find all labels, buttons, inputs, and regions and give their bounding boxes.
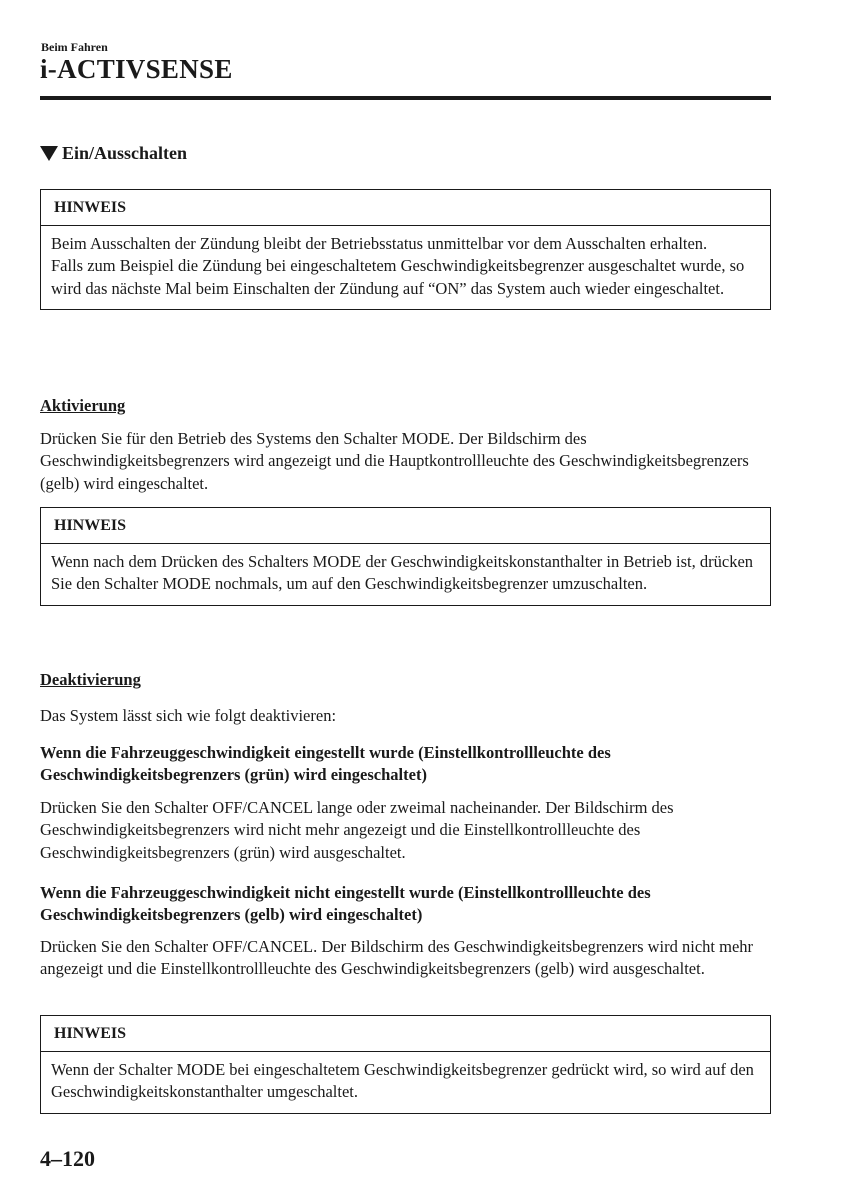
case2-text: Drücken Sie den Schalter OFF/CANCEL. Der Bildschirm des Geschwindigkeitsbegrenzers wird nicht mehr angezeigt und die Einstellkontrollleuchte des Geschwindigkeitsbegrenzers (gelb) wird ausgeschaltet. bbox=[40, 937, 754, 979]
section-label: Beim Fahren bbox=[41, 40, 108, 54]
deactivation-heading: Deaktivierung bbox=[40, 670, 141, 689]
note-label: HINWEIS bbox=[41, 1016, 770, 1052]
activation-heading: Aktivierung bbox=[40, 396, 126, 415]
subheading bbox=[40, 143, 187, 164]
note-text: Beim Ausschalten der Zündung bleibt der Betriebsstatus unmittelbar vor dem Ausschalten erhalten. bbox=[51, 234, 708, 253]
note-box-3 bbox=[40, 1015, 771, 1114]
activation-text: Drücken Sie für den Betrieb des Systems den Schalter MODE. Der Bildschirm des Geschwindigkeitsbegrenzers wird angezeigt und die Hauptkontrollleuchte des Geschwindigkeitsbegrenzers (gelb) wird eingeschaltet. bbox=[40, 429, 749, 493]
note-box-2 bbox=[40, 507, 771, 606]
title-rule bbox=[40, 96, 771, 100]
note-body bbox=[41, 544, 770, 605]
subheading-text: Ein/Ausschalten bbox=[62, 143, 188, 163]
page-title: i-ACTIVSENSE bbox=[40, 54, 233, 84]
note-text: Falls zum Beispiel die Zündung bei eingeschaltetem Geschwindigkeitsbegrenzer ausgeschaltet wurde, so wird das nächste Mal beim Einschalten der Zündung auf “ON” das System auch wieder eingeschaltet. bbox=[51, 256, 745, 298]
deactivation-intro: Das System lässt sich wie folgt deaktivieren: bbox=[40, 706, 337, 725]
note-body bbox=[41, 226, 770, 309]
note-text: Wenn nach dem Drücken des Schalters MODE der Geschwindigkeitskonstanthalter in Betrieb ist, drücken Sie den Schalter MODE nochmals, um auf den Geschwindigkeitsbegrenzer umzuschalten. bbox=[51, 552, 754, 594]
note-label: HINWEIS bbox=[41, 190, 770, 226]
page-number: 4–120 bbox=[40, 1146, 95, 1171]
note-text: Wenn der Schalter MODE bei eingeschaltetem Geschwindigkeitsbegrenzer gedrückt wird, so wird auf den Geschwindigkeitskonstanthalter umgeschaltet. bbox=[51, 1060, 754, 1102]
case2-title: Wenn die Fahrzeuggeschwindigkeit nicht eingestellt wurde (Einstellkontrollleuchte des Geschwindigkeitsbegrenzers (gelb) wird eingeschaltet) bbox=[40, 883, 651, 925]
case1-title: Wenn die Fahrzeuggeschwindigkeit eingestellt wurde (Einstellkontrollleuchte des Geschwindigkeitsbegrenzers (grün) wird eingeschaltet) bbox=[40, 743, 611, 785]
note-body bbox=[41, 1052, 770, 1113]
note-label: HINWEIS bbox=[41, 508, 770, 544]
note-box-1 bbox=[40, 189, 771, 310]
case1-text: Drücken Sie den Schalter OFF/CANCEL lange oder zweimal nacheinander. Der Bildschirm des Geschwindigkeitsbegrenzers wird nicht mehr angezeigt und die Einstellkontrollleuchte des Geschwindigkeitsbegrenzers (grün) wird ausgeschaltet. bbox=[40, 798, 674, 862]
triangle-down-icon bbox=[40, 146, 58, 161]
